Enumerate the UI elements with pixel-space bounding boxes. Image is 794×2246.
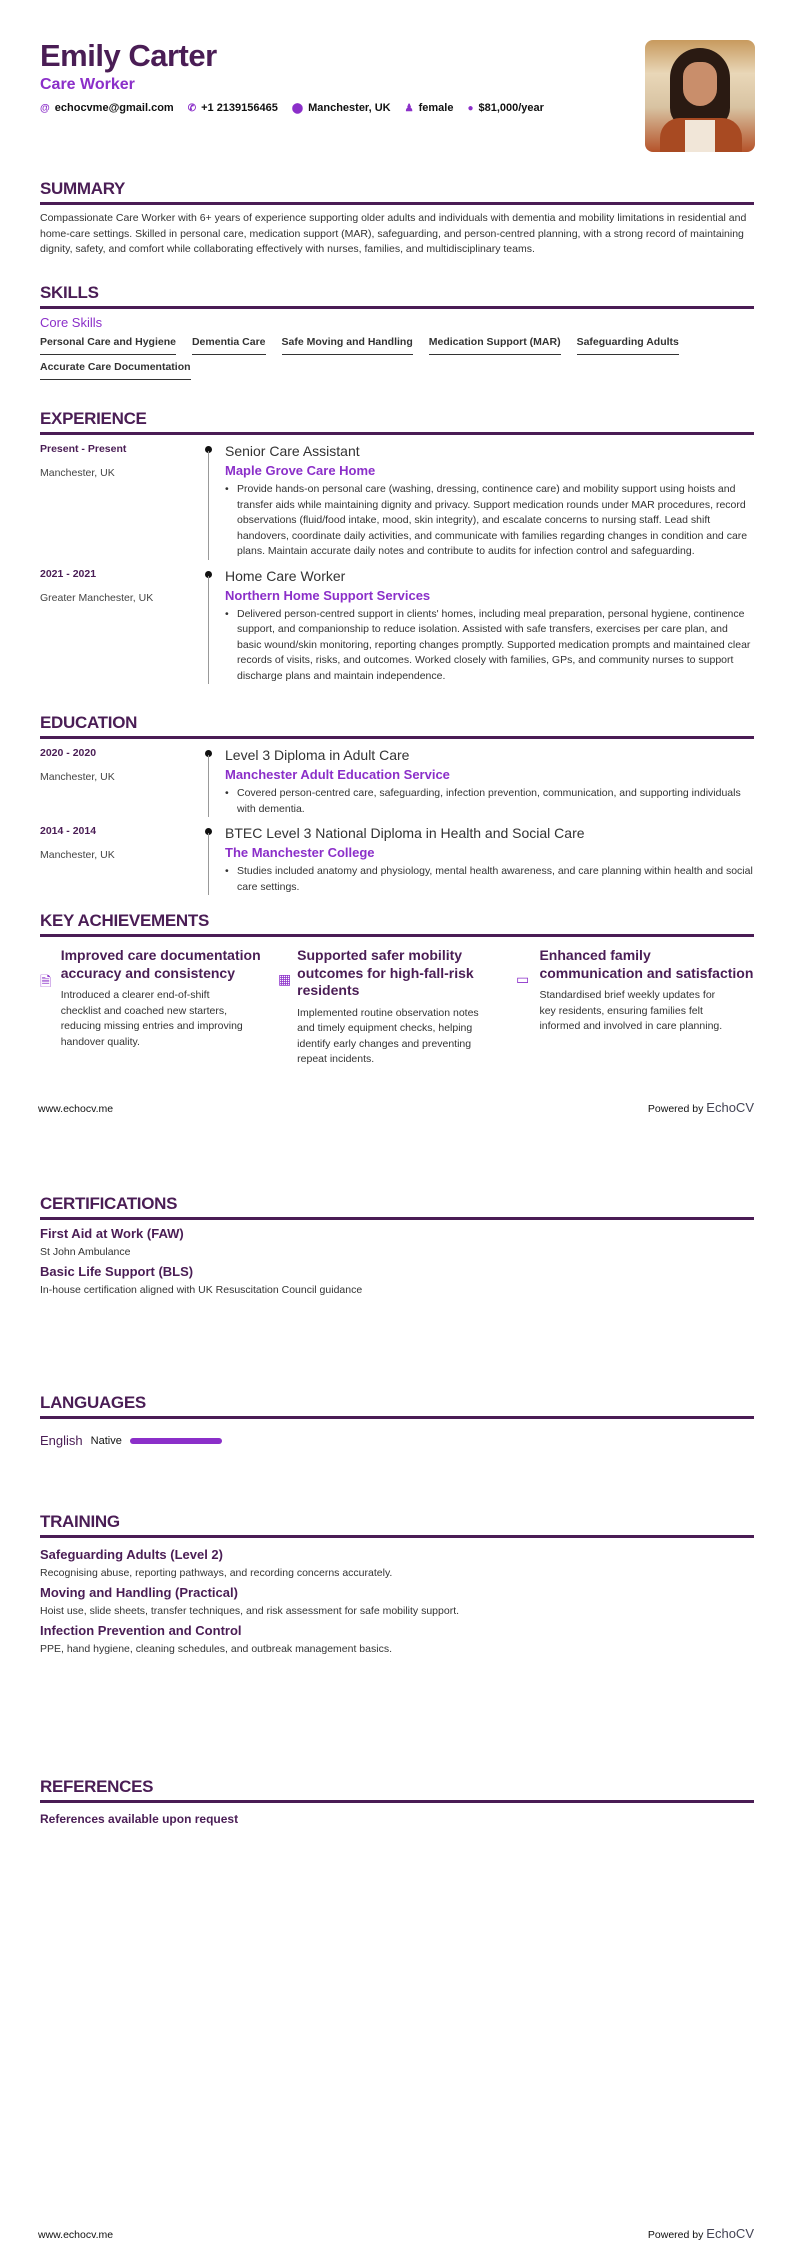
experience-entry — [40, 568, 754, 685]
entry-organization: Northern Home Support Services — [225, 587, 431, 603]
section-heading: EDUCATION — [40, 713, 754, 739]
entry-location: Manchester, UK — [40, 771, 115, 783]
training-title: Moving and Handling (Practical) — [40, 1585, 238, 1600]
at-icon: @ — [40, 102, 50, 114]
skill-tags — [40, 336, 754, 380]
education-entry — [40, 747, 754, 817]
location-icon: ⬤ — [291, 102, 304, 114]
achievement-desc: Introduced a clearer end-of-shift checklist and coached new starters, reducing missing entries and improving handover quality. — [60, 989, 243, 1048]
cert-issuer: St John Ambulance — [40, 1246, 131, 1258]
entry-date: 2021 - 2021 — [40, 567, 97, 580]
section-heading: LANGUAGES — [40, 1393, 754, 1419]
entry-date: 2014 - 2014 — [40, 825, 97, 837]
entry-degree: BTEC Level 3 National Diploma in Health and Social Care — [225, 825, 585, 841]
skill-tag: Medication Support (MAR) — [429, 336, 561, 355]
section-heading: KEY ACHIEVEMENTS — [40, 911, 754, 937]
contact-phone: ✆ +1 2139156465 — [187, 102, 278, 114]
training-desc: Hoist use, slide sheets, transfer techniques, and risk assessment for safe mobility support. — [40, 1605, 460, 1617]
summary-text: Compassionate Care Worker with 6+ years of experience supporting older adults and individuals with dementia and mobility limitations in residential and home-care settings. Skilled in personal care, medication support (MAR), safeguarding, and person-centred planning, with a strong record of maintaining dignity, safety, and comfort while collaborating effectively with nurses, families, and multidisciplinary teams. — [40, 212, 747, 255]
building-icon: ▦ — [278, 971, 292, 987]
skill-tag: Dementia Care — [192, 336, 266, 355]
footer-site-link[interactable]: www.echocv.me — [38, 2229, 114, 2241]
skill-tag: Personal Care and Hygiene — [40, 336, 176, 355]
achievement-desc: Standardised brief weekly updates for key residents, ensuring families felt informed and involved in care planning. — [539, 989, 723, 1032]
achievement-title: Improved care documentation accuracy and consistency — [60, 947, 261, 981]
skill-tag: Accurate Care Documentation — [40, 361, 191, 380]
calendar-icon: ▭ — [516, 971, 530, 987]
entry-institution: The Manchester College — [225, 845, 375, 860]
achievements-section — [40, 911, 754, 1068]
languages-section — [40, 1393, 754, 1448]
skills-section — [40, 283, 754, 380]
language-name: English — [40, 1433, 83, 1448]
entry-date: 2020 - 2020 — [40, 747, 97, 759]
contact-salary: ● $81,000/year — [467, 102, 544, 114]
language-proficiency-bar — [130, 1438, 222, 1444]
achievement-title: Enhanced family communication and satisfaction — [539, 947, 754, 981]
skill-group-label: Core Skills — [40, 315, 103, 330]
language-level: Native — [90, 1434, 122, 1447]
section-heading: TRAINING — [40, 1512, 754, 1538]
achievement-title: Supported safer mobility outcomes for high-fall-risk residents — [297, 947, 474, 998]
job-title: Care Worker — [40, 76, 135, 93]
education-entry — [40, 825, 754, 895]
training-section — [40, 1512, 754, 1655]
achievement-item — [40, 947, 278, 1068]
entry-location: Greater Manchester, UK — [40, 591, 154, 604]
skill-tag: Safe Moving and Handling — [282, 336, 413, 355]
page-footer — [38, 1100, 754, 1115]
contact-location: ⬤ Manchester, UK — [291, 102, 391, 114]
entry-bullet: • Provide hands-on personal care (washing, dressing, continence care) and mobility support using hoists and transfer aids while maintaining dignity and privacy. Support medication rounds under MAR procedures, record observations (fluid/food intake, mood, skin integrity), and escalate concerns to nursing staff. Lead shift handovers, coordinate daily activities, and communicate with families regarding changes in condition and care plans. Maintain accurate daily notes and contribute to audits for infection control and safeguarding. — [225, 482, 754, 560]
entry-role: Home Care Worker — [225, 567, 346, 584]
achievement-item — [516, 947, 754, 1068]
section-heading: SUMMARY — [40, 179, 754, 205]
entry-bullet: • Studies included anatomy and physiology, mental health awareness, and care planning within health and social care settings. — [225, 864, 754, 895]
skill-tag: Safeguarding Adults — [577, 336, 679, 355]
summary-section — [40, 179, 754, 258]
achievement-desc: Implemented routine observation notes and timely equipment checks, helping identify early changes and preventing repeat incidents. — [297, 1006, 479, 1065]
entry-institution: Manchester Adult Education Service — [225, 767, 450, 782]
section-heading: REFERENCES — [40, 1777, 754, 1803]
entry-location: Manchester, UK — [40, 467, 115, 479]
contact-gender: ♟ female — [404, 102, 454, 114]
achievement-item — [278, 947, 516, 1068]
cert-issuer: In-house certification aligned with UK Resuscitation Council guidance — [40, 1284, 363, 1296]
footer-powered: Powered by EchoCV — [647, 1100, 754, 1115]
timeline-marker — [205, 825, 225, 895]
timeline-marker — [205, 568, 225, 685]
training-desc: PPE, hand hygiene, cleaning schedules, and outbreak management basics. — [40, 1643, 392, 1655]
entry-location: Manchester, UK — [40, 849, 115, 861]
references-section — [40, 1777, 754, 1826]
language-item — [40, 1433, 754, 1448]
certifications-section — [40, 1194, 754, 1296]
entry-bullet: • Delivered person-centred support in clients' homes, including meal preparation, personal hygiene, continence support, and companionship to reduce isolation. Assisted with safe transfers, exercises per care plan, and basic wound/skin monitoring, reporting changes promptly. Supported medication prompts and maintained clear records of visits, risks, and outcomes. Worked closely with families, GPs, and community nurses to support discharge plans and maintain independence. — [225, 607, 754, 685]
footer-powered: Powered by EchoCV — [647, 2226, 754, 2241]
phone-icon: ✆ — [187, 102, 197, 114]
footer-site-link[interactable]: www.echocv.me — [38, 1103, 114, 1115]
cert-title: First Aid at Work (FAW) — [40, 1226, 184, 1241]
page-footer — [38, 2226, 754, 2241]
entry-organization: Maple Grove Care Home — [225, 463, 376, 478]
candidate-name: Emily Carter — [40, 38, 217, 73]
entry-bullet: • Covered person-centred care, safeguarding, infection prevention, communication, and supporting individuals with dementia. — [225, 786, 754, 817]
money-icon: ● — [467, 102, 474, 114]
section-heading: CERTIFICATIONS — [40, 1194, 754, 1220]
person-icon: ♟ — [404, 102, 414, 114]
section-heading: SKILLS — [40, 283, 754, 309]
echocv-logo: EchoCV — [706, 1100, 754, 1115]
document-check-icon: 🗎 — [40, 973, 52, 989]
profile-photo — [645, 40, 755, 152]
contact-email: @ echocvme@gmail.com — [40, 102, 174, 114]
entry-date: Present - Present — [40, 443, 127, 455]
experience-entry — [40, 443, 754, 560]
entry-degree: Level 3 Diploma in Adult Care — [225, 747, 410, 763]
timeline-marker — [205, 443, 225, 560]
section-heading: EXPERIENCE — [40, 409, 754, 435]
training-desc: Recognising abuse, reporting pathways, and recording concerns accurately. — [40, 1567, 393, 1579]
training-title: Infection Prevention and Control — [40, 1623, 242, 1638]
timeline-marker — [205, 747, 225, 817]
entry-role: Senior Care Assistant — [225, 443, 360, 459]
cert-title: Basic Life Support (BLS) — [40, 1264, 194, 1279]
echocv-logo: EchoCV — [706, 2226, 754, 2241]
experience-section — [40, 409, 754, 684]
training-title: Safeguarding Adults (Level 2) — [40, 1547, 223, 1562]
education-section — [40, 713, 754, 895]
references-text: References available upon request — [40, 1812, 239, 1826]
